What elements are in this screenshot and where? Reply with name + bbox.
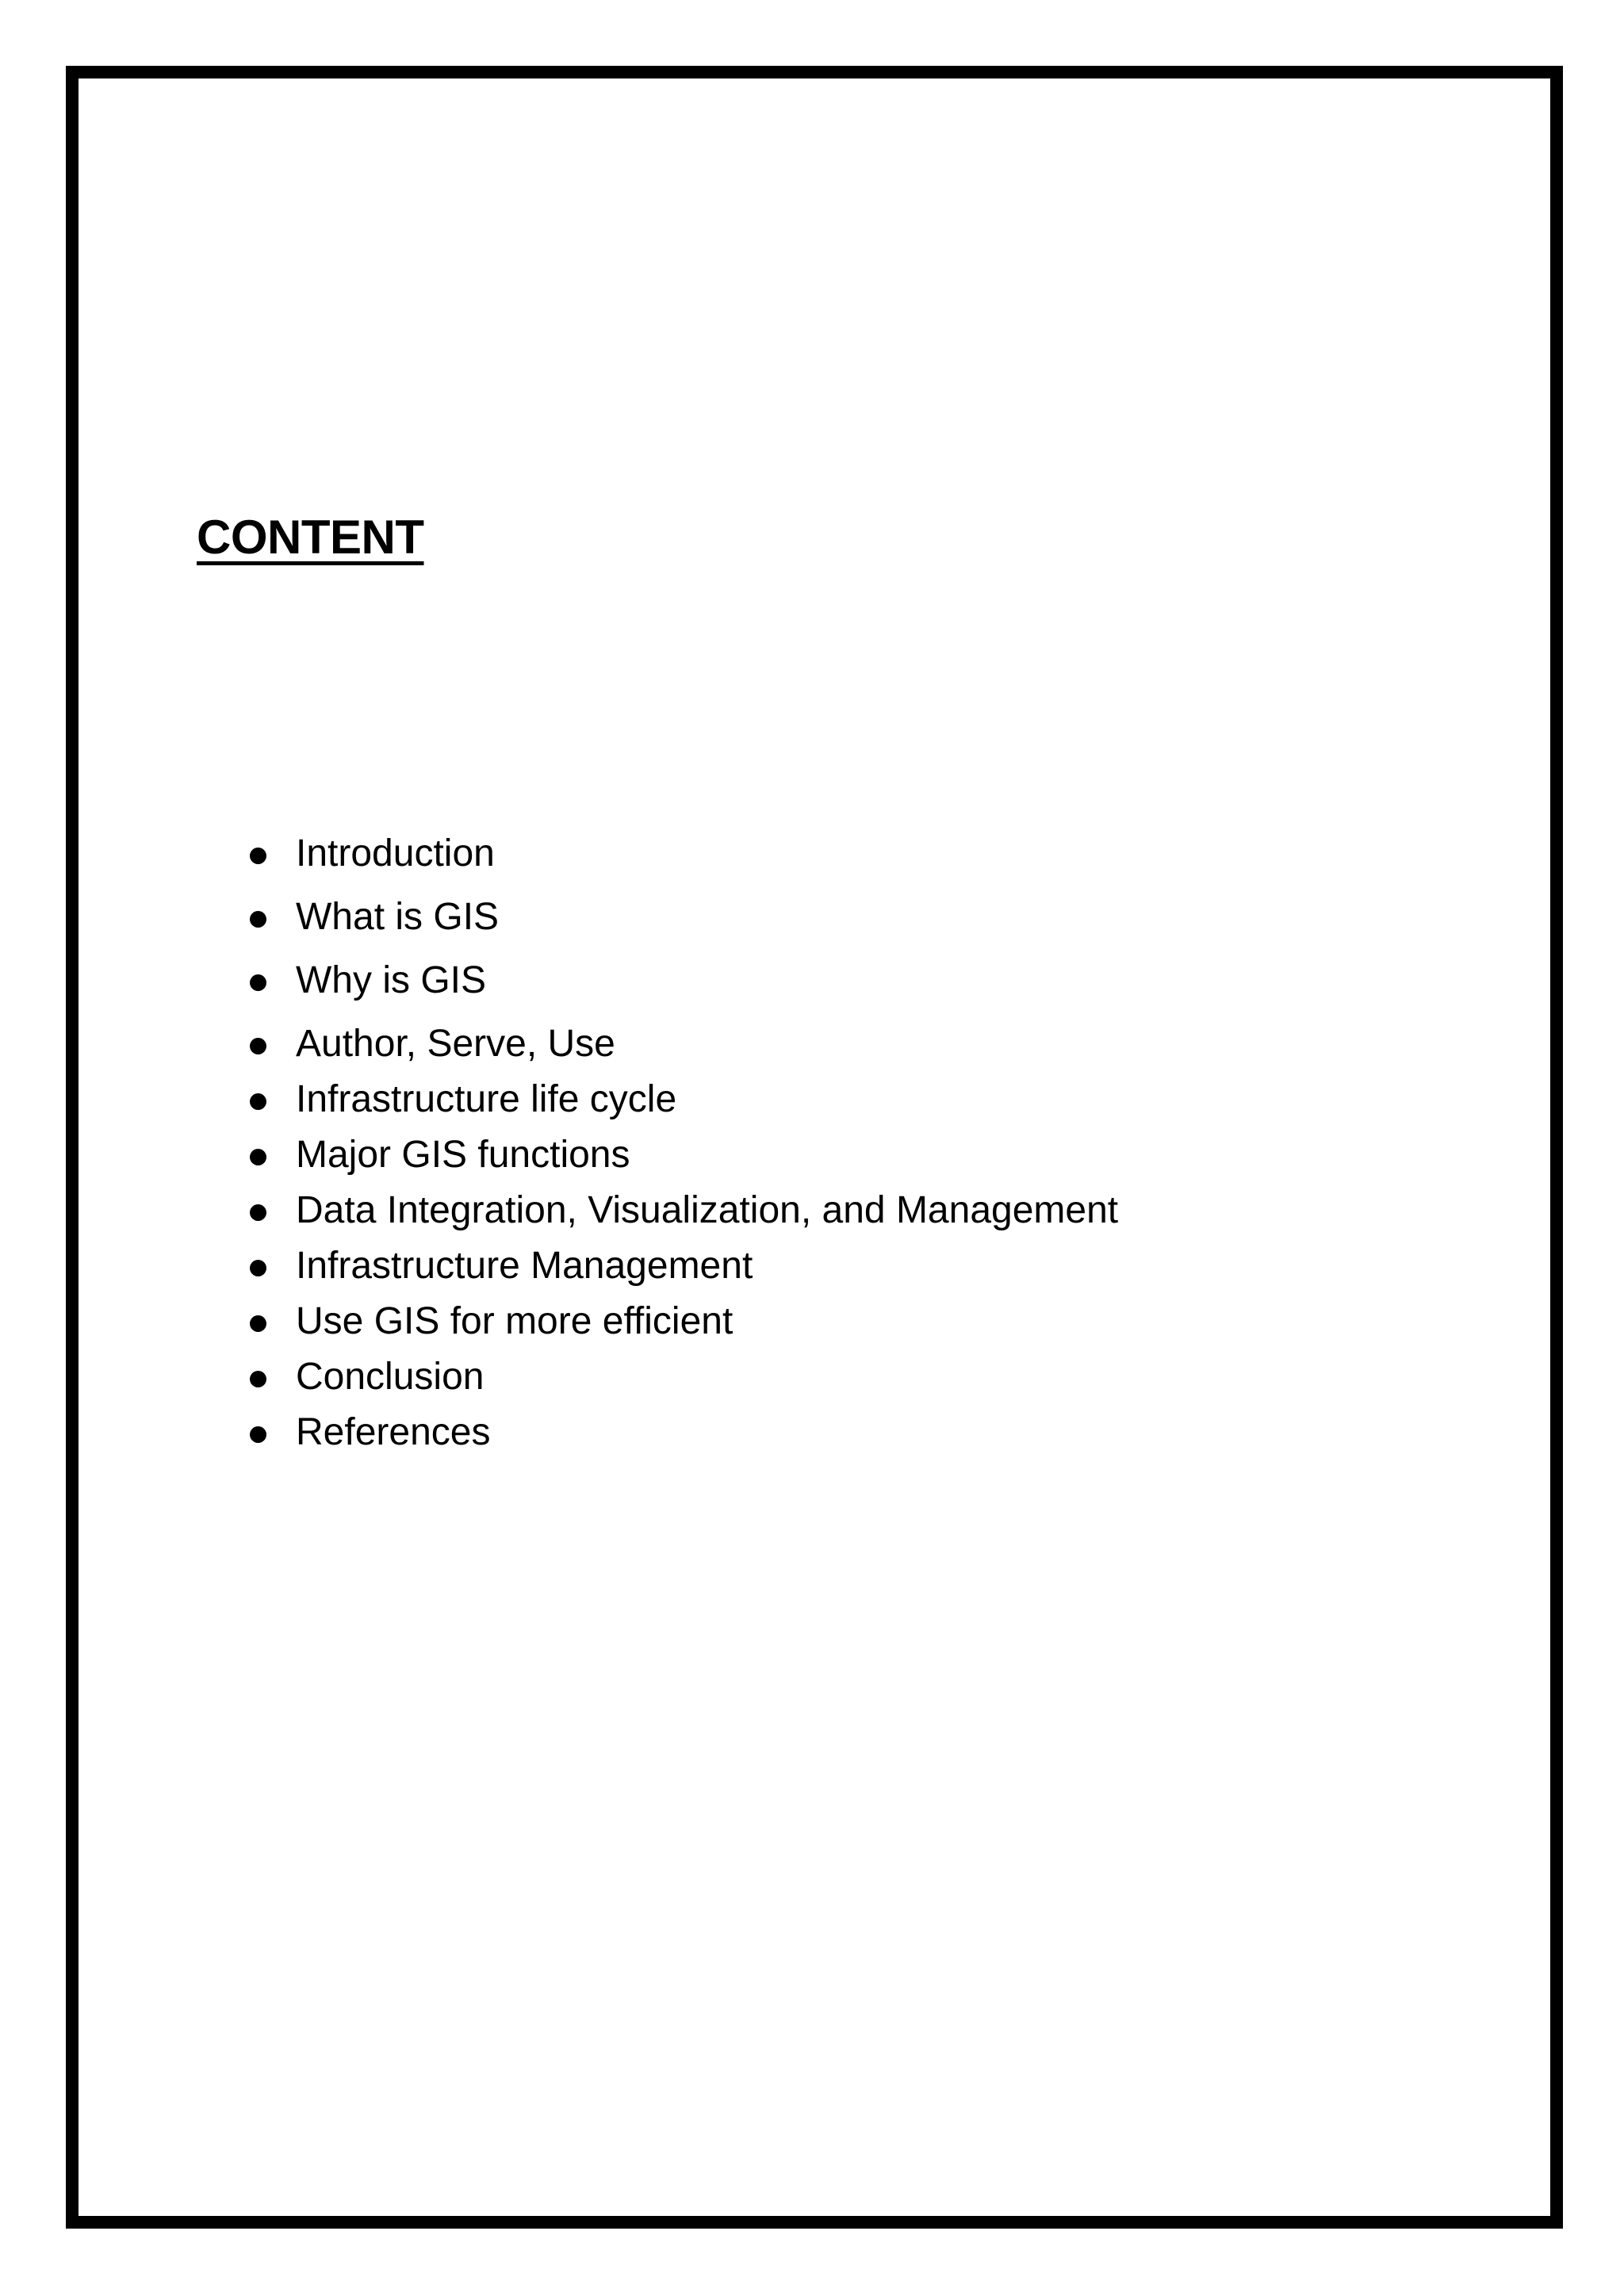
list-item-label: References <box>296 1411 491 1453</box>
list-item-label: Major GIS functions <box>296 1134 630 1176</box>
bullet-icon <box>250 848 266 864</box>
page-title: CONTENT <box>197 511 424 564</box>
list-item-label: Introduction <box>296 832 495 874</box>
bullet-icon <box>250 1371 266 1387</box>
list-item-label: Why is GIS <box>296 959 487 1001</box>
list-item-label: Infrastructure Management <box>296 1245 753 1287</box>
list-item-label: Infrastructure life cycle <box>296 1078 677 1120</box>
bullet-icon <box>250 1093 266 1110</box>
bullet-icon <box>250 1315 266 1332</box>
bullet-icon <box>250 1260 266 1276</box>
bullet-icon <box>250 974 266 991</box>
bullet-icon <box>250 1204 266 1221</box>
list-item-label: What is GIS <box>296 896 500 938</box>
list-item-label: Author, Serve, Use <box>296 1023 615 1065</box>
bullet-icon <box>250 911 266 928</box>
list-item-label: Use GIS for more efficient <box>296 1300 733 1342</box>
bullet-icon <box>250 1149 266 1165</box>
list-item-label: Conclusion <box>296 1356 485 1398</box>
bullet-icon <box>250 1038 266 1054</box>
page-border <box>66 66 1563 2229</box>
bullet-icon <box>250 1426 266 1443</box>
list-item-label: Data Integration, Visualization, and Management <box>296 1189 1119 1231</box>
